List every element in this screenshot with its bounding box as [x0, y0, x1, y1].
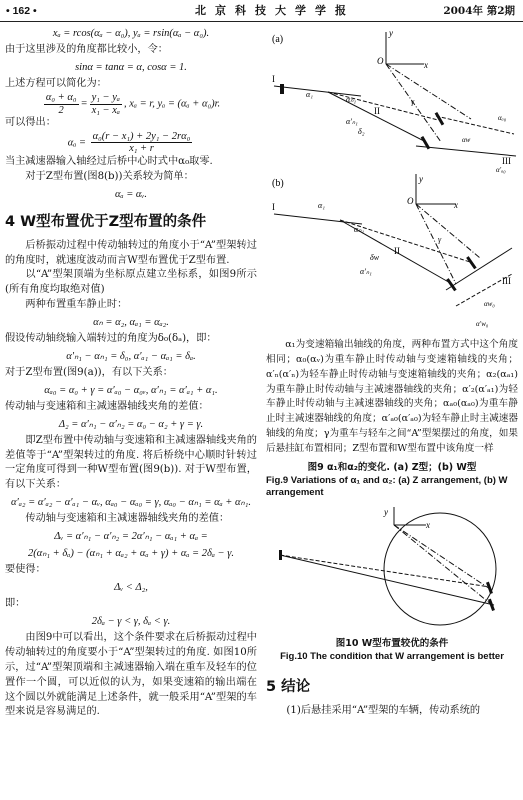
- paragraph: 由于这里涉及的角度都比较小，令：: [5, 44, 168, 56]
- figure-9-caption-cn: 图9 α₁和α₂的变化. (a) Z型；(b) W型: [307, 461, 477, 473]
- paragraph: (1)后悬挂采用“A”型架的车辆，传动系统的: [286, 705, 481, 717]
- figure-9-legend: α₁为变速箱输出轴线的角度，两种布置方式中这个角度相同；α₀(αᵥ)为重车静止时传动轴与变速箱轴线的夹角；α′ₙ(α′ₙ)为轻车静止时传动轴与变速箱轴线的夹角；α₂(αₐ₁)为重车静止时传动轴与主减速器轴线的夹角；α′₂(α′ₐ₁)为轻车静止时传动轴与主减速器轴线的夹角；αₐ₀(αₐ₀)为重车静止时主减速器轴线的角度；α′ₐ₀(α′ₐ₀)为轻车静止时主减速器轴线的角度；γ为重车与轻车之间“A”型架摆过的角度，如果后悬挂缸布置相同；Z型布置和W型布置中该角度一样: [266, 339, 518, 455]
- axis-label-y: y: [419, 174, 423, 184]
- frac-num: α₀ + α₀: [45, 92, 77, 103]
- axis-label-x: x: [454, 200, 458, 210]
- equation-z-relations: αₐ₀ = α₀ + γ = α′ₐ₀ − α₀ᵥ, α′ₙ₁ = α′ₐ₁ + α₁.: [44, 384, 218, 396]
- joint-mark: [421, 136, 431, 150]
- gearbox-block: [279, 550, 282, 560]
- angle-label: γ: [438, 235, 442, 244]
- angle-label: αw: [462, 136, 471, 144]
- angle-label: α′ₐ₀: [496, 166, 506, 174]
- label-II: II: [374, 106, 380, 116]
- equation-w-relations: α′ₐ₂ = α′ₐ₂ − α′ₐ₁ − αᵥ, αₐ₀ − αₐ₀ = γ, αₐ₀ − αₙ₁ = αₐ + αₙ₁.: [11, 497, 251, 509]
- driveshaft-light-line: [328, 92, 438, 120]
- paragraph: 要使得：: [5, 564, 46, 576]
- paragraph: 对于Z型布置(图9(a))，有以下关系：: [5, 366, 173, 378]
- axis-label-x: x: [424, 60, 428, 70]
- frac-den: x₁ − xₐ: [91, 104, 120, 116]
- paragraph: 对于Z型布置(图8(b))关系较为简单：: [25, 170, 194, 182]
- right-column: [266, 24, 518, 719]
- frac-num: α₀(r − x₁) + 2y₁ − 2rα₀: [92, 130, 191, 142]
- angle-label: α′ₙ₁: [346, 117, 358, 126]
- paragraph: 假设传动轴绕输入端转过的角度为δ₀(δₐ)，即：: [5, 332, 217, 344]
- figure-10-caption-cn: 图10 W型布置较优的条件: [335, 638, 449, 650]
- frac-den: x₁ + r: [129, 143, 154, 155]
- equation-static: αₙ = α₂, αₐ₁ = αₐ₂.: [93, 316, 169, 328]
- origin-label: O: [407, 196, 414, 206]
- a-frame-light-line: [386, 64, 471, 119]
- figure-9-caption-en: Fig.9 Variations of α₁ and α₂: (a) Z arrangement, (b) W arrangement: [266, 474, 508, 498]
- equation-delta-w-2: 2(αₙ₁ + δₐ) − (αₙ₁ + αₐ₂ + αₐ + γ) + αₐ = 2δₐ − γ.: [27, 548, 235, 560]
- axis-label-y: y: [389, 28, 393, 38]
- equation-delta-w-1: Δᵥ = α′ₙ₁ − α′ₙ₂ = 2α′ₙ₁ − αₐ₁ + αₐ =: [54, 531, 208, 543]
- paragraph: 以“A”型架顶端为坐标原点建立坐标系，如图9所示(所有角度均取绝对值): [5, 269, 257, 296]
- joint-mark: [435, 112, 445, 126]
- equation-delta: α′ₙ₁ − αₙ₁ = δ₀, α′ₐ₁ − αₐ₁ = δₐ.: [66, 350, 196, 362]
- angle-label: αₙ₁: [346, 95, 357, 104]
- page-number: • 162 •: [6, 5, 37, 17]
- gearbox-block: [280, 84, 284, 94]
- angle-label: αₙ₁: [354, 225, 365, 234]
- equation-delta-z: Δ₂ = α′ₙ₁ − α′ₙ₂ = α₀ − α₂ + γ = γ.: [58, 418, 204, 430]
- axle-line: [416, 146, 516, 156]
- frac-den: 2: [58, 104, 64, 116]
- equation-lhs: αₐ =: [67, 137, 87, 149]
- paragraph: 传动轴与变速箱和主减速器轴线夹角的差值：: [25, 513, 230, 525]
- angle-label: αₐ₀: [498, 114, 507, 122]
- angle-label: α′w₀: [476, 320, 489, 328]
- paragraph: 上述方程可以简化为：: [5, 78, 107, 90]
- angle-label: α₁: [306, 90, 313, 99]
- axis-label-y: y: [384, 507, 388, 518]
- paragraph: 两种布置重车静止时：: [25, 298, 128, 310]
- equation-small-angle: sinα = tanα = α, cosα = 1.: [75, 62, 187, 73]
- figure-label: (a): [272, 34, 284, 45]
- angle-label: γ: [411, 97, 415, 106]
- figure-9b-diagram: [266, 174, 518, 334]
- label-II: II: [394, 246, 400, 256]
- joint-mark: [466, 256, 476, 269]
- equation-z: αₐ = αᵥ.: [115, 188, 147, 200]
- journal-title: 北京科技大学学报: [195, 4, 355, 17]
- paragraph: 后桥振动过程中传动轴转过的角度小于“A”型架转过的角度时，就速度波动而言W型布置优于Z型布置.: [5, 239, 257, 266]
- page-header: [0, 0, 523, 22]
- figure-9a-diagram: [266, 24, 518, 174]
- angle-label: δw: [370, 253, 380, 262]
- section-title: 4 W型布置优于Z型布置的条件: [5, 213, 207, 230]
- equation-tail: , xₐ = r, yₐ = (αₐ + α₀)r.: [123, 98, 221, 110]
- label-III: III: [502, 156, 511, 166]
- paragraph: 由图9中可以看出，这个条件要求在后桥振动过程中传动轴转过的角度要小于“A”型架转过的角度. 如图10所示，过“A”型架顶端和主减速器输入端在重车及轻车的位置作一个圆，可以近似的认为，如果变速箱的输出端在这个圆以外就能满足上述条件，就一般采用“A”型架的车型来说是容易满足的.: [5, 632, 257, 718]
- label-III: III: [502, 276, 511, 286]
- axis-label-x: x: [426, 520, 430, 531]
- angle-label: α′ₙ₁: [360, 267, 372, 276]
- paragraph: 即Z型布置中传动轴与变速箱和主减速器轴线夹角的差值等于“A”型架转过的角度. 将后桥绕中心顺时针转过一定角度可得到一种W型布置(图9(b)). 对于W型布置，有以下关系：: [5, 434, 257, 491]
- section-title: 5 结论: [266, 679, 311, 696]
- label-I: I: [272, 202, 275, 212]
- a-frame-light-line: [416, 204, 480, 258]
- issue-label: 2004年 第2期: [443, 5, 515, 17]
- paragraph: 可以得出：: [5, 117, 56, 129]
- equation-coords: xₐ = rcos(αₐ − α₀), yₐ = rsin(αₐ − α₀).: [52, 28, 210, 39]
- angle-label: αw₀: [484, 300, 495, 308]
- origin-label: O: [377, 56, 384, 66]
- equation-condition-1: Δᵥ < Δ₂,: [114, 582, 148, 594]
- equation-condition-2: 2δₐ − γ < γ, δₐ < γ.: [91, 616, 171, 628]
- a-frame-line: [416, 204, 456, 284]
- angle-label: δ₂: [358, 127, 365, 136]
- paragraph: 传动轴与变速箱和主减速器轴线夹角的差值：: [5, 400, 209, 412]
- paragraph: 即：: [5, 598, 26, 610]
- equation-simplified: $\frac{\text{α₀ + α₀}}{2}$ = $\frac{\text{y₁ − yₐ}}{\text{x₁ − xₐ}}$ , xₐ = r, yₐ = (αₐ + α₀)r.: [45, 92, 221, 116]
- driveshaft-line: [280, 555, 494, 605]
- label-I: I: [272, 74, 275, 84]
- frac-num: y₁ − yₐ: [91, 92, 120, 103]
- angle-label: α₁: [318, 201, 325, 210]
- paragraph: 当主减速器输入轴经过后桥中心时式中α₀取零.: [5, 155, 213, 167]
- equation-result: [5, 131, 257, 155]
- joint-mark: [486, 582, 493, 594]
- figure-10-diagram: [266, 507, 518, 637]
- figure-10-caption-en: Fig.10 The condition that W arrangement is better: [280, 651, 504, 663]
- figure-label: (b): [272, 178, 284, 189]
- left-column: [5, 24, 257, 720]
